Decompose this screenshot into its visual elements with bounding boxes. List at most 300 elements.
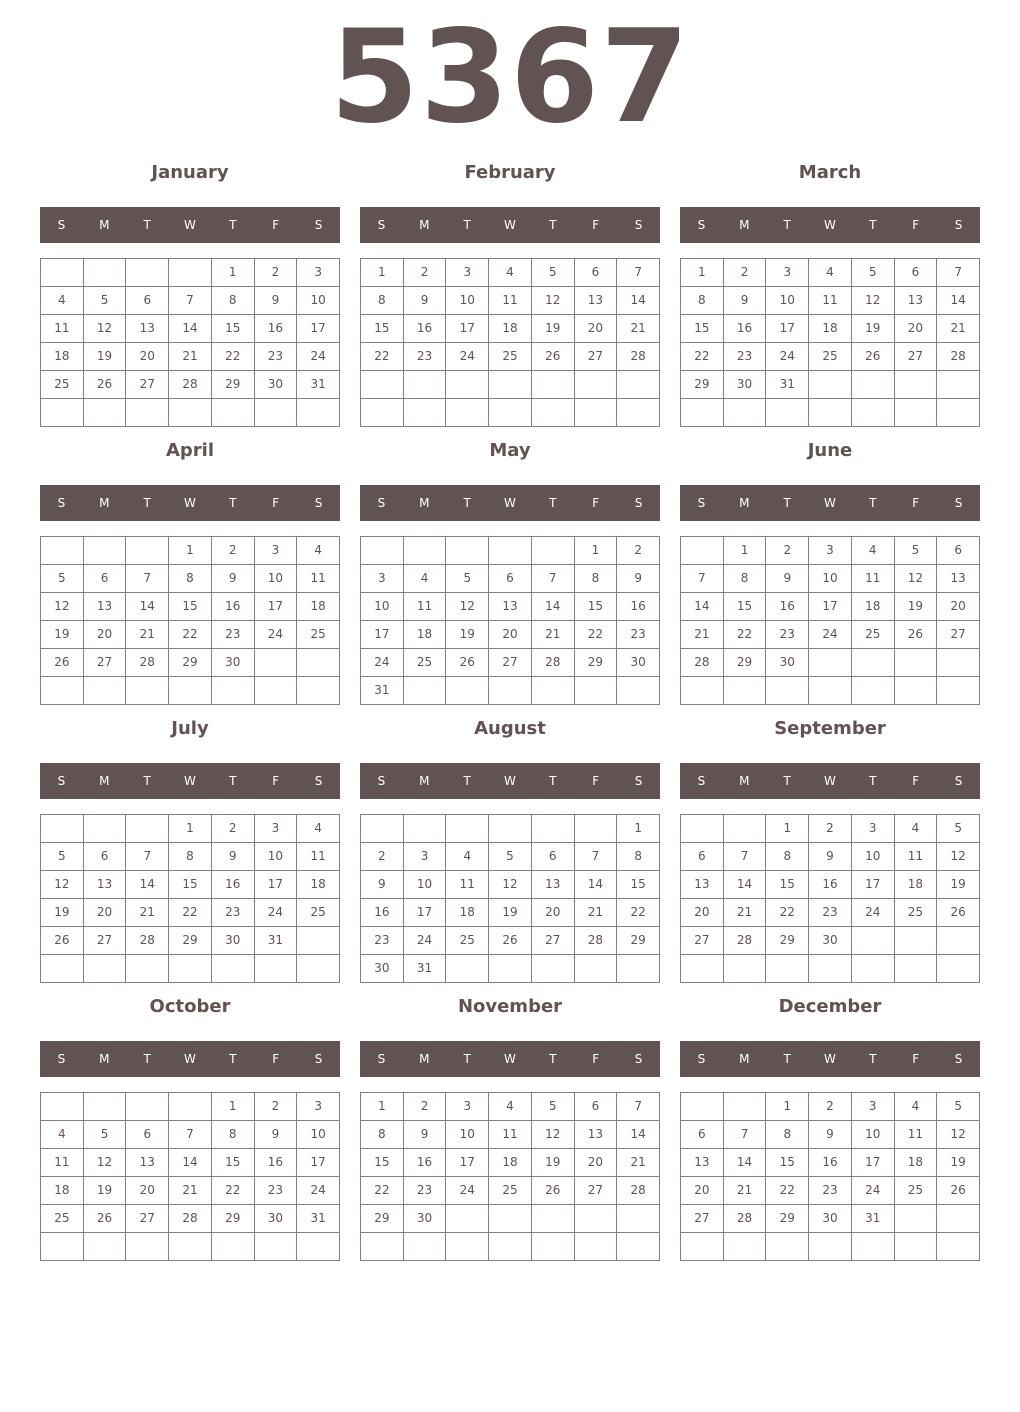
empty-day-cell [126, 1093, 169, 1121]
day-cell: 11 [895, 843, 938, 871]
weekday-label: S [314, 1052, 323, 1066]
day-cell: 25 [297, 899, 340, 927]
day-cell: 10 [766, 287, 809, 315]
empty-day-cell [169, 1233, 212, 1261]
day-cell: 15 [169, 871, 212, 899]
weekday-label: S [697, 496, 706, 510]
day-cell: 27 [126, 371, 169, 399]
empty-day-cell [937, 1233, 980, 1261]
day-cell: 13 [489, 593, 532, 621]
weekday-label: W [504, 774, 516, 788]
day-cell: 27 [532, 927, 575, 955]
empty-day-cell [255, 649, 298, 677]
weekday-label: S [634, 774, 643, 788]
day-cell: 4 [446, 843, 489, 871]
day-grid [360, 258, 660, 427]
day-cell: 16 [404, 1149, 447, 1177]
weekday-header [40, 1041, 340, 1077]
empty-day-cell [724, 399, 767, 427]
day-cell: 1 [766, 815, 809, 843]
day-cell: 20 [84, 621, 127, 649]
weekday-label: T [869, 1052, 877, 1066]
empty-day-cell [681, 815, 724, 843]
day-cell: 4 [895, 1093, 938, 1121]
empty-day-cell [532, 371, 575, 399]
weekday-label: M [419, 774, 430, 788]
day-cell: 16 [809, 871, 852, 899]
day-cell: 31 [766, 371, 809, 399]
weekday-label: W [184, 1052, 196, 1066]
day-cell: 12 [489, 871, 532, 899]
day-cell: 18 [446, 899, 489, 927]
day-cell: 6 [575, 1093, 618, 1121]
day-cell: 31 [361, 677, 404, 705]
day-cell: 2 [809, 1093, 852, 1121]
day-cell: 2 [255, 1093, 298, 1121]
empty-day-cell [489, 371, 532, 399]
day-cell: 21 [532, 621, 575, 649]
weekday-label: W [824, 496, 836, 510]
empty-day-cell [681, 1233, 724, 1261]
day-cell: 18 [41, 1177, 84, 1205]
day-cell: 24 [446, 343, 489, 371]
empty-day-cell [809, 649, 852, 677]
empty-day-cell [766, 399, 809, 427]
day-cell: 12 [41, 871, 84, 899]
empty-day-cell [41, 399, 84, 427]
day-cell: 5 [937, 815, 980, 843]
day-cell: 1 [212, 1093, 255, 1121]
month-title: August [474, 718, 546, 739]
empty-day-cell [446, 537, 489, 565]
day-cell: 16 [404, 315, 447, 343]
empty-day-cell [84, 1093, 127, 1121]
empty-day-cell [852, 399, 895, 427]
empty-day-cell [724, 1093, 767, 1121]
day-cell: 9 [212, 565, 255, 593]
day-cell: 30 [255, 1205, 298, 1233]
empty-day-cell [41, 677, 84, 705]
weekday-label: T [143, 1052, 151, 1066]
empty-day-cell [489, 815, 532, 843]
weekday-label: F [592, 218, 600, 232]
day-cell: 28 [169, 371, 212, 399]
empty-day-cell [766, 955, 809, 983]
day-cell: 1 [361, 1093, 404, 1121]
day-cell: 2 [617, 537, 660, 565]
weekday-label: S [57, 1052, 66, 1066]
day-cell: 7 [937, 259, 980, 287]
day-cell: 15 [361, 1149, 404, 1177]
day-cell: 26 [532, 343, 575, 371]
day-cell: 21 [617, 1149, 660, 1177]
day-cell: 9 [617, 565, 660, 593]
weekday-header [680, 763, 980, 799]
month-february [360, 160, 660, 426]
empty-day-cell [617, 371, 660, 399]
day-cell: 24 [297, 343, 340, 371]
weekday-label: W [184, 496, 196, 510]
empty-day-cell [532, 677, 575, 705]
weekday-label: M [419, 1052, 430, 1066]
empty-day-cell [724, 1233, 767, 1261]
empty-day-cell [361, 399, 404, 427]
day-cell: 15 [169, 593, 212, 621]
weekday-label: T [783, 496, 791, 510]
empty-day-cell [212, 1233, 255, 1261]
empty-day-cell [361, 815, 404, 843]
day-cell: 25 [41, 371, 84, 399]
day-cell: 3 [809, 537, 852, 565]
empty-day-cell [126, 677, 169, 705]
empty-day-cell [852, 649, 895, 677]
weekday-header [360, 1041, 660, 1077]
day-cell: 5 [84, 1121, 127, 1149]
day-cell: 5 [41, 843, 84, 871]
day-cell: 8 [212, 1121, 255, 1149]
day-cell: 9 [766, 565, 809, 593]
empty-day-cell [852, 927, 895, 955]
empty-day-cell [724, 955, 767, 983]
day-cell: 2 [404, 259, 447, 287]
day-cell: 11 [809, 287, 852, 315]
day-cell: 7 [617, 1093, 660, 1121]
weekday-label: M [419, 218, 430, 232]
day-cell: 20 [532, 899, 575, 927]
day-cell: 11 [895, 1121, 938, 1149]
day-cell: 3 [852, 815, 895, 843]
day-cell: 27 [681, 927, 724, 955]
day-cell: 22 [212, 343, 255, 371]
empty-day-cell [766, 1233, 809, 1261]
day-cell: 13 [681, 871, 724, 899]
day-cell: 28 [126, 927, 169, 955]
day-cell: 7 [575, 843, 618, 871]
day-cell: 10 [809, 565, 852, 593]
empty-day-cell [84, 677, 127, 705]
empty-day-cell [126, 815, 169, 843]
day-cell: 25 [297, 621, 340, 649]
day-cell: 12 [937, 843, 980, 871]
day-cell: 22 [766, 1177, 809, 1205]
day-cell: 6 [84, 565, 127, 593]
empty-day-cell [617, 1233, 660, 1261]
day-cell: 3 [446, 1093, 489, 1121]
empty-day-cell [297, 1233, 340, 1261]
day-cell: 19 [532, 1149, 575, 1177]
day-cell: 6 [681, 1121, 724, 1149]
day-cell: 5 [446, 565, 489, 593]
day-cell: 25 [895, 899, 938, 927]
day-cell: 20 [126, 343, 169, 371]
weekday-label: F [592, 1052, 600, 1066]
day-cell: 10 [297, 287, 340, 315]
day-cell: 8 [681, 287, 724, 315]
day-cell: 18 [404, 621, 447, 649]
day-cell: 25 [404, 649, 447, 677]
day-cell: 29 [766, 1205, 809, 1233]
empty-day-cell [852, 955, 895, 983]
day-cell: 25 [809, 343, 852, 371]
day-cell: 23 [766, 621, 809, 649]
day-cell: 17 [297, 315, 340, 343]
month-june [680, 438, 980, 704]
empty-day-cell [126, 259, 169, 287]
day-cell: 1 [681, 259, 724, 287]
day-cell: 3 [297, 259, 340, 287]
day-cell: 13 [575, 1121, 618, 1149]
empty-day-cell [489, 537, 532, 565]
weekday-label: S [697, 1052, 706, 1066]
day-cell: 3 [446, 259, 489, 287]
day-cell: 10 [297, 1121, 340, 1149]
day-cell: 1 [575, 537, 618, 565]
empty-day-cell [41, 1093, 84, 1121]
day-cell: 25 [852, 621, 895, 649]
weekday-header [680, 485, 980, 521]
empty-day-cell [809, 677, 852, 705]
day-cell: 23 [361, 927, 404, 955]
empty-day-cell [361, 1233, 404, 1261]
empty-day-cell [361, 371, 404, 399]
day-cell: 18 [489, 1149, 532, 1177]
day-cell: 19 [84, 343, 127, 371]
empty-day-cell [404, 537, 447, 565]
day-cell: 10 [255, 843, 298, 871]
weekday-label: T [549, 496, 557, 510]
day-cell: 8 [617, 843, 660, 871]
weekday-label: S [377, 774, 386, 788]
empty-day-cell [937, 955, 980, 983]
day-cell: 27 [937, 621, 980, 649]
weekday-label: M [739, 774, 750, 788]
empty-day-cell [809, 371, 852, 399]
day-cell: 26 [84, 1205, 127, 1233]
empty-day-cell [169, 259, 212, 287]
day-cell: 22 [212, 1177, 255, 1205]
weekday-label: S [954, 218, 963, 232]
weekday-label: W [824, 218, 836, 232]
day-cell: 7 [617, 259, 660, 287]
weekday-label: T [869, 774, 877, 788]
empty-day-cell [617, 399, 660, 427]
empty-day-cell [575, 1205, 618, 1233]
day-cell: 28 [169, 1205, 212, 1233]
day-cell: 20 [681, 1177, 724, 1205]
day-cell: 14 [617, 1121, 660, 1149]
day-cell: 21 [575, 899, 618, 927]
weekday-label: S [377, 218, 386, 232]
day-cell: 29 [212, 1205, 255, 1233]
day-cell: 29 [681, 371, 724, 399]
day-cell: 22 [766, 899, 809, 927]
day-grid [680, 814, 980, 983]
day-cell: 23 [255, 1177, 298, 1205]
day-cell: 2 [766, 537, 809, 565]
day-cell: 13 [937, 565, 980, 593]
empty-day-cell [297, 399, 340, 427]
day-cell: 11 [446, 871, 489, 899]
day-cell: 2 [404, 1093, 447, 1121]
weekday-label: T [549, 774, 557, 788]
day-cell: 25 [489, 1177, 532, 1205]
day-grid [40, 258, 340, 427]
weekday-label: F [272, 496, 280, 510]
day-grid [680, 258, 980, 427]
day-cell: 11 [852, 565, 895, 593]
empty-day-cell [126, 955, 169, 983]
day-cell: 4 [489, 1093, 532, 1121]
weekday-label: W [504, 218, 516, 232]
empty-day-cell [41, 955, 84, 983]
empty-day-cell [852, 1233, 895, 1261]
weekday-header [40, 207, 340, 243]
empty-day-cell [84, 815, 127, 843]
day-cell: 1 [169, 815, 212, 843]
day-cell: 19 [937, 1149, 980, 1177]
day-cell: 13 [84, 871, 127, 899]
month-title: February [464, 162, 556, 183]
weekday-label: S [954, 774, 963, 788]
weekday-label: S [377, 496, 386, 510]
empty-day-cell [575, 1233, 618, 1261]
empty-day-cell [575, 371, 618, 399]
day-cell: 8 [766, 843, 809, 871]
day-cell: 26 [895, 621, 938, 649]
weekday-label: S [57, 496, 66, 510]
weekday-label: M [419, 496, 430, 510]
day-cell: 22 [169, 899, 212, 927]
day-cell: 15 [766, 1149, 809, 1177]
empty-day-cell [446, 399, 489, 427]
weekday-label: W [824, 1052, 836, 1066]
weekday-label: T [869, 218, 877, 232]
day-cell: 12 [84, 315, 127, 343]
empty-day-cell [41, 1233, 84, 1261]
empty-day-cell [489, 1205, 532, 1233]
day-cell: 2 [809, 815, 852, 843]
month-november [360, 994, 660, 1260]
weekday-label: T [229, 1052, 237, 1066]
day-cell: 27 [84, 649, 127, 677]
day-cell: 5 [84, 287, 127, 315]
day-cell: 27 [575, 343, 618, 371]
empty-day-cell [532, 955, 575, 983]
day-cell: 17 [852, 871, 895, 899]
day-cell: 15 [575, 593, 618, 621]
day-grid [680, 1092, 980, 1261]
empty-day-cell [446, 1205, 489, 1233]
day-cell: 13 [126, 315, 169, 343]
day-cell: 20 [489, 621, 532, 649]
day-cell: 11 [297, 843, 340, 871]
day-cell: 12 [532, 287, 575, 315]
day-cell: 31 [255, 927, 298, 955]
day-cell: 12 [852, 287, 895, 315]
day-cell: 4 [404, 565, 447, 593]
day-cell: 14 [575, 871, 618, 899]
day-cell: 6 [681, 843, 724, 871]
day-cell: 30 [617, 649, 660, 677]
day-cell: 9 [361, 871, 404, 899]
empty-day-cell [212, 399, 255, 427]
weekday-label: T [463, 774, 471, 788]
empty-day-cell [895, 955, 938, 983]
day-cell: 24 [766, 343, 809, 371]
day-cell: 29 [169, 927, 212, 955]
empty-day-cell [895, 1233, 938, 1261]
day-cell: 3 [766, 259, 809, 287]
empty-day-cell [681, 537, 724, 565]
day-cell: 21 [681, 621, 724, 649]
month-title: April [165, 440, 215, 461]
day-cell: 23 [724, 343, 767, 371]
day-cell: 25 [895, 1177, 938, 1205]
day-cell: 19 [852, 315, 895, 343]
empty-day-cell [404, 815, 447, 843]
month-august [360, 716, 660, 982]
day-cell: 24 [809, 621, 852, 649]
empty-day-cell [532, 1233, 575, 1261]
empty-day-cell [617, 955, 660, 983]
empty-day-cell [404, 399, 447, 427]
weekday-label: S [634, 496, 643, 510]
empty-day-cell [617, 1205, 660, 1233]
weekday-label: T [463, 218, 471, 232]
weekday-label: T [229, 218, 237, 232]
month-title: December [778, 996, 882, 1017]
month-april [40, 438, 340, 704]
day-cell: 19 [895, 593, 938, 621]
weekday-label: S [314, 774, 323, 788]
day-cell: 18 [297, 871, 340, 899]
day-cell: 25 [489, 343, 532, 371]
day-cell: 16 [255, 1149, 298, 1177]
day-cell: 20 [937, 593, 980, 621]
day-cell: 30 [809, 1205, 852, 1233]
weekday-header [40, 763, 340, 799]
day-cell: 31 [852, 1205, 895, 1233]
day-cell: 9 [255, 287, 298, 315]
weekday-label: F [272, 218, 280, 232]
weekday-header [680, 1041, 980, 1077]
weekday-label: M [739, 1052, 750, 1066]
empty-day-cell [489, 677, 532, 705]
day-cell: 31 [404, 955, 447, 983]
weekday-header [360, 763, 660, 799]
day-cell: 31 [297, 1205, 340, 1233]
weekday-label: T [229, 774, 237, 788]
empty-day-cell [255, 399, 298, 427]
day-cell: 1 [212, 259, 255, 287]
day-cell: 17 [404, 899, 447, 927]
day-cell: 11 [404, 593, 447, 621]
day-cell: 23 [809, 899, 852, 927]
empty-day-cell [212, 677, 255, 705]
empty-day-cell [404, 1233, 447, 1261]
weekday-label: M [739, 496, 750, 510]
day-cell: 7 [169, 1121, 212, 1149]
day-cell: 19 [489, 899, 532, 927]
empty-day-cell [297, 955, 340, 983]
empty-day-cell [937, 649, 980, 677]
day-cell: 11 [41, 1149, 84, 1177]
empty-day-cell [937, 927, 980, 955]
day-cell: 20 [126, 1177, 169, 1205]
day-cell: 21 [169, 343, 212, 371]
empty-day-cell [766, 677, 809, 705]
day-cell: 6 [937, 537, 980, 565]
